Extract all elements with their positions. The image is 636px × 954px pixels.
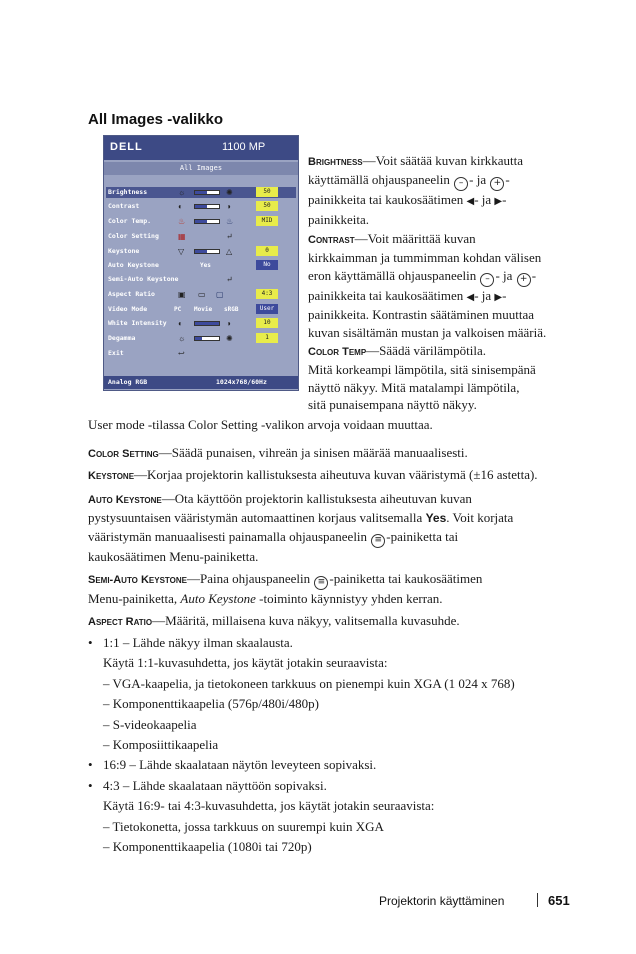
osd-value: No xyxy=(256,260,278,270)
osd-slider xyxy=(194,249,220,254)
left-arrow-icon: ◀ xyxy=(466,196,475,208)
osd-row-label: Video Mode xyxy=(108,305,148,313)
text: -toiminto käynnistyy yhden kerran. xyxy=(259,591,443,606)
osd-slider xyxy=(194,336,220,341)
osd-row-label: Keystone xyxy=(108,247,140,255)
text: painikkeita. xyxy=(308,211,370,227)
brightness-paragraph xyxy=(308,152,608,228)
user-mode-note: User mode -tilassa Color Setting -valikon arvoja voidaan muuttaa. xyxy=(88,417,433,432)
osd-value: 10 xyxy=(256,318,278,328)
exit-icon: ↩ xyxy=(178,349,185,358)
text: -painiketta tai kaukosäätimen xyxy=(329,571,483,586)
text: kuvan sisältämän mustan ja valkoisen määriä. xyxy=(308,324,547,340)
aspect-16-9-icon: ▭ xyxy=(198,290,206,299)
osd-row-label: Brightness xyxy=(108,188,148,196)
list-item: – VGA-kaapelia, ja tietokoneen tarkkuus on pienempi kuin XGA (1 024 x 768) xyxy=(103,675,515,691)
text: Säädä punaisen, vihreän ja sinisen määrää manuaalisesti. xyxy=(171,445,468,460)
yes-option: Yes xyxy=(425,511,447,526)
enter-icon: ↵ xyxy=(226,275,233,284)
text: - ja xyxy=(474,192,492,208)
text: . Voit korjata xyxy=(446,510,514,526)
keystone-paragraph xyxy=(88,466,598,485)
text: kaukosäätimen Menu-painiketta. xyxy=(88,548,259,564)
text: - xyxy=(502,287,507,303)
osd-row-label: Auto Keystone xyxy=(108,261,159,269)
dash: — xyxy=(152,613,166,628)
text: eron käyttämällä ohjauspaneelin xyxy=(308,267,477,283)
osd-row-aspect-ratio xyxy=(106,289,296,300)
osd-row-label: Contrast xyxy=(108,202,140,210)
dash: — xyxy=(354,231,368,246)
osd-value: 1 xyxy=(256,333,278,343)
list-item: – S-videokaapelia xyxy=(103,716,197,732)
text: kirkkaimman ja tummimman kohdan välisen xyxy=(308,250,542,266)
text: pystysuuntaisen vääristymän automaattinen korjaus valitsemalla xyxy=(88,510,423,526)
osd-option: Movie xyxy=(194,306,213,313)
osd-value: 50 xyxy=(256,201,278,211)
osd-menu-screenshot xyxy=(103,135,299,391)
minus-button-icon: – xyxy=(480,273,494,287)
dash: — xyxy=(187,571,200,586)
right-arrow-icon: ▶ xyxy=(494,196,503,208)
dash: — xyxy=(161,491,175,506)
text: painikkeita. Kontrastin säätäminen muuttaa xyxy=(308,307,534,323)
plus-button-icon: + xyxy=(517,273,531,287)
osd-header xyxy=(104,136,298,160)
text: Säädä värilämpötila. xyxy=(379,343,487,358)
sun-bright-icon: ✺ xyxy=(226,188,233,197)
text: käyttämällä ohjauspaneelin xyxy=(308,172,450,188)
osd-slider xyxy=(194,321,220,326)
osd-menu-title: All Images xyxy=(104,162,298,175)
text: - ja xyxy=(495,267,513,283)
osd-row-auto-keystone xyxy=(106,260,296,271)
osd-row-contrast xyxy=(106,201,296,212)
page-number: 651 xyxy=(548,893,570,908)
osd-value: MID xyxy=(256,216,278,226)
osd-source: Analog RGB xyxy=(108,378,148,386)
text: näyttö näkyy. Mitä matalampi lämpötila, xyxy=(308,379,520,395)
thermometer-icon: ♨ xyxy=(178,217,186,226)
right-arrow-icon: ▶ xyxy=(494,291,503,303)
osd-row-degamma xyxy=(106,333,296,344)
text: Ota käyttöön projektorin kallistuksesta aiheutuvan kuvan xyxy=(174,491,472,506)
osd-row-label: Color Temp. xyxy=(108,217,152,225)
term: Color Setting xyxy=(88,448,159,460)
osd-row-keystone xyxy=(106,246,296,257)
text: Voit säätää kuvan kirkkautta xyxy=(375,153,524,168)
text: Paina ohjauspaneelin xyxy=(200,571,311,586)
semi-auto-keystone-paragraph xyxy=(88,570,598,607)
menu-button-icon: ≡ xyxy=(314,576,328,590)
osd-row-label: White Intensity xyxy=(108,319,167,327)
dash: — xyxy=(366,343,380,358)
osd-slider xyxy=(194,190,220,195)
contrast-low-icon: ◐ xyxy=(178,202,183,211)
text: -painiketta tai xyxy=(386,528,459,544)
osd-row-color-temp xyxy=(106,216,296,227)
thermometer-icon: ♨ xyxy=(226,217,234,226)
dash: — xyxy=(134,467,148,482)
osd-value: 4:3 xyxy=(256,289,278,299)
osd-row-label: Color Setting xyxy=(108,232,159,240)
osd-row-exit xyxy=(106,348,296,359)
osd-model: 1100 MP xyxy=(222,141,266,153)
text: painikkeita tai kaukosäätimen xyxy=(308,192,464,208)
sun-dim-icon: ☼ xyxy=(178,334,186,343)
sun-dim-icon: ☼ xyxy=(178,188,186,197)
list-item: – Komponenttikaapelia (576p/480i/480p) xyxy=(103,696,319,712)
text: Menu-painiketta, xyxy=(88,591,178,606)
text: Voit määrittää kuvan xyxy=(367,231,476,246)
aspect-4-3-icon: ▢ xyxy=(216,290,224,299)
white-low-icon: ◐ xyxy=(178,319,183,328)
auto-keystone-paragraph xyxy=(88,490,598,565)
text: painikkeita tai kaukosäätimen xyxy=(308,287,464,303)
white-high-icon: ◑ xyxy=(226,319,231,328)
aspect-ratio-paragraph xyxy=(88,612,598,631)
dell-logo: DELL xyxy=(110,141,143,153)
dash: — xyxy=(158,445,172,460)
list-item: • 4:3 – Lähde skaalataan näyttöön sopivaksi. xyxy=(88,777,327,793)
text: Korjaa projektorin kallistuksesta aiheutuva kuvan vääristymä (±16 astetta). xyxy=(147,467,538,482)
osd-row-label: Aspect Ratio xyxy=(108,290,155,298)
italic-term: Auto Keystone xyxy=(180,591,256,606)
keystone-down-icon: ▽ xyxy=(178,247,185,256)
text: Määritä, millaisena kuva näkyy, valitsemalla kuvasuhde. xyxy=(165,613,460,628)
osd-slider xyxy=(194,204,220,209)
osd-row-brightness xyxy=(106,187,296,198)
dash: — xyxy=(362,153,376,168)
contrast-high-icon: ◑ xyxy=(226,202,231,211)
text: - ja xyxy=(474,287,492,303)
osd-row-color-setting xyxy=(106,231,296,242)
text: - ja xyxy=(469,172,487,188)
color-blocks-icon: ▦ xyxy=(178,232,186,241)
aspect-1-1-icon: ▣ xyxy=(178,290,186,299)
list-item: – Tietokonetta, jossa tarkkuus on suurempi kuin XGA xyxy=(103,818,384,834)
footer-separator xyxy=(537,893,538,907)
text: - xyxy=(505,172,510,188)
osd-value: 0 xyxy=(256,246,278,256)
osd-row-label: Exit xyxy=(108,349,124,357)
list-item: – Komponenttikaapelia (1080i tai 720p) xyxy=(103,839,312,855)
osd-row-white-intensity xyxy=(106,318,296,329)
color-temp-paragraph xyxy=(308,342,608,414)
text: - xyxy=(531,267,537,283)
osd-row-semi-auto-keystone xyxy=(106,274,296,285)
text: vääristymän manuaalisesti painamalla ohjauspaneelin xyxy=(88,528,368,544)
minus-button-icon: – xyxy=(454,177,468,191)
osd-row-label: Semi-Auto Keystone xyxy=(108,275,179,283)
text: sitä punaisempana näyttö näkyy. xyxy=(308,397,477,413)
list-item: – Komposiittikaapelia xyxy=(103,737,219,753)
osd-value: User xyxy=(256,304,278,314)
osd-option: Yes xyxy=(200,262,211,269)
term: Color Temp xyxy=(308,346,367,358)
osd-value: 50 xyxy=(256,187,278,197)
term: Keystone xyxy=(88,470,135,482)
sun-bright-icon: ✺ xyxy=(226,334,233,343)
plus-button-icon: + xyxy=(490,177,504,191)
osd-row-video-mode xyxy=(106,304,296,315)
text: - xyxy=(502,192,507,208)
text: Mitä korkeampi lämpötila, sitä sinisempänä xyxy=(308,362,536,378)
list-item: Käytä 1:1-kuvasuhdetta, jos käytät jotakin seuraavista: xyxy=(103,655,388,671)
osd-row-label: Degamma xyxy=(108,334,136,342)
list-item: • 16:9 – Lähde skaalataan näytön leveyteen sopivaksi. xyxy=(88,757,377,773)
osd-slider xyxy=(194,219,220,224)
osd-option: PC xyxy=(174,306,182,313)
osd-resolution: 1024x768/60Hz xyxy=(216,378,267,386)
enter-icon: ↵ xyxy=(226,232,233,241)
footer-chapter: Projektorin käyttäminen xyxy=(379,894,505,908)
contrast-paragraph xyxy=(308,230,618,341)
section-title: All Images -valikko xyxy=(88,111,224,128)
color-setting-paragraph xyxy=(88,444,588,463)
list-item: Käytä 16:9- tai 4:3-kuvasuhdetta, jos käytät jotakin seuraavista: xyxy=(103,798,435,814)
osd-footer xyxy=(104,376,298,389)
osd-option: sRGB xyxy=(224,306,239,313)
aspect-ratio-list xyxy=(88,634,608,858)
term: Auto Keystone xyxy=(88,494,162,506)
left-arrow-icon: ◀ xyxy=(466,291,475,303)
term: Brightness xyxy=(308,156,363,168)
keystone-up-icon: △ xyxy=(226,247,233,256)
list-item: • 1:1 – Lähde näkyy ilman skaalausta. xyxy=(88,635,293,650)
menu-button-icon: ≡ xyxy=(371,534,385,548)
term: Aspect Ratio xyxy=(88,616,153,628)
term: Semi-Auto Keystone xyxy=(88,574,187,586)
term: Contrast xyxy=(308,234,355,246)
